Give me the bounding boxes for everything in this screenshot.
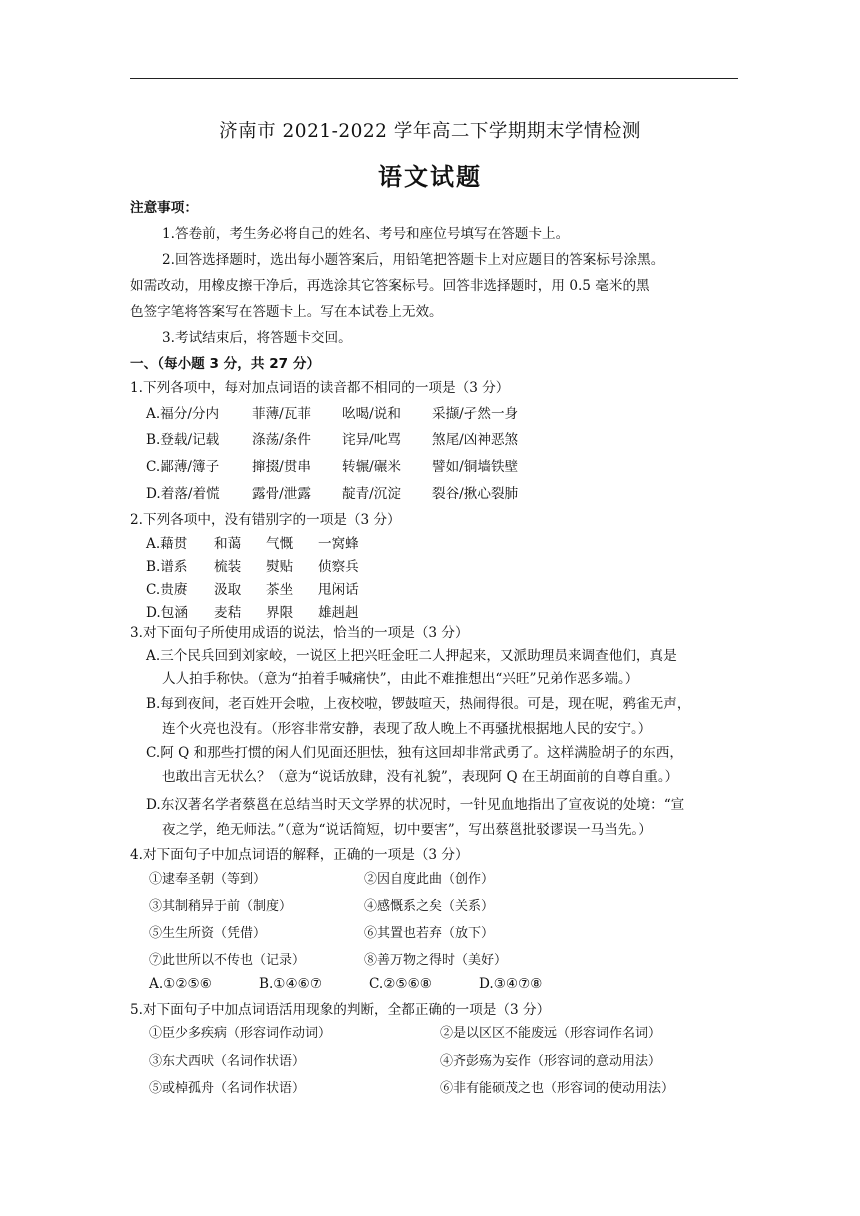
option-part: C.鄙薄/簿子 — [146, 459, 220, 475]
question-1-option-b[interactable] — [146, 428, 518, 448]
question-4-item-7: ⑦此世所以不传也（记录） — [149, 953, 306, 968]
question-4-item-6: ⑥其置也若弃（放下） — [364, 926, 495, 941]
question-3-option-d-line-2: 夜之学，绝无师法。”（意为“说话简短，切中要害”，写出蔡邕批驳谬误一马当先。） — [162, 822, 652, 838]
option-part: 涤荡/条件 — [252, 432, 311, 448]
note-2-line-2: 如需改动，用橡皮擦干净后，再选涂其它答案标号。回答非选择题时，用 0.5 毫米的黑 — [130, 278, 650, 294]
question-2-option-c[interactable] — [146, 578, 359, 598]
option-part: 菲薄/瓦菲 — [252, 406, 311, 422]
question-4-item-5: ⑤生生所资（凭借） — [149, 926, 267, 941]
option-part: 汲取 — [214, 582, 242, 598]
question-4-item-8: ⑧善万物之得时（美好） — [364, 953, 508, 968]
option-part: 露骨/泄露 — [252, 486, 311, 502]
option-part: 采撷/孑然一身 — [432, 406, 519, 422]
question-3-option-c-line-2: 也敢出言无状么？（意为“说话放肆，没有礼貌”，表现阿 Q 在王胡面前的自尊自重。） — [162, 769, 679, 785]
exam-title: 济南市 2021-2022 学年高二下学期期末学情检测 — [219, 121, 641, 142]
question-4-option-c[interactable]: C.②⑤⑥⑧ — [369, 976, 432, 992]
question-1-option-c[interactable] — [146, 455, 518, 475]
question-4-item-3: ③其制稍异于前（制度） — [149, 899, 293, 914]
option-part: 界限 — [266, 605, 294, 621]
option-part: 靛青/沉淀 — [342, 486, 401, 502]
question-5-item-6: ⑥非有能硕茂之也（形容词的使动用法） — [440, 1081, 675, 1096]
question-3-option-d-line-1[interactable]: D.东汉著名学者蔡邕在总结当时天文学界的状况时，一针见血地指出了宣夜说的处境：“宣 — [146, 797, 685, 813]
question-3-option-a-line-2: 人人拍手称快。（意为“拍着手喊痛快”，由此不难推想出“兴旺”兄弟作恶多端。） — [162, 671, 639, 687]
notes-heading: 注意事项： — [130, 200, 198, 216]
option-part: 侦察兵 — [318, 559, 359, 575]
option-part: 一窝蜂 — [318, 536, 359, 552]
question-5-stem: 5.对下面句子中加点词语活用现象的判断，全都正确的一项是（3 分） — [130, 1002, 551, 1018]
option-part: 譬如/铜墙铁壁 — [432, 459, 519, 475]
option-part: A.福分/分内 — [146, 406, 220, 422]
question-5-item-4: ④齐彭殇为妄作（形容词的意动用法） — [440, 1054, 662, 1069]
question-4-item-1: ①逮奉圣朝（等到） — [149, 872, 267, 887]
question-5-item-2: ②是以区区不能废远（形容词作名词） — [440, 1026, 662, 1041]
question-4-stem: 4.对下面句子中加点词语的解释，正确的一项是（3 分） — [130, 847, 469, 863]
option-part: A.藉贯 — [146, 536, 188, 552]
question-2-option-a[interactable] — [146, 532, 359, 552]
question-1-option-a[interactable] — [146, 402, 518, 422]
option-part: 梳装 — [214, 559, 242, 575]
note-1: 1.答卷前，考生务必将自己的姓名、考号和座位号填写在答题卡上。 — [162, 226, 570, 242]
question-3-stem: 3.对下面句子所使用成语的说法，恰当的一项是（3 分） — [130, 625, 469, 641]
option-part: 气慨 — [266, 536, 294, 552]
question-1-option-d[interactable] — [146, 482, 518, 502]
option-part: 吆喝/说和 — [342, 406, 401, 422]
option-part: C.贵赓 — [146, 582, 188, 598]
question-5-item-1: ①臣少多疾病（形容词作动词） — [149, 1026, 332, 1041]
question-3-option-a-line-1[interactable]: A.三个民兵回到刘家峧，一说区上把兴旺金旺二人押起来，又派助理员来调查他们，真是 — [146, 648, 677, 664]
option-part: 转辗/碾米 — [342, 459, 401, 475]
question-2-stem: 2.下列各项中，没有错别字的一项是（3 分） — [130, 512, 401, 528]
option-part: D.包涵 — [146, 605, 188, 621]
option-part: 甩闲话 — [318, 582, 359, 598]
option-part: B.登载/记载 — [146, 432, 220, 448]
question-3-option-c-line-1[interactable]: C.阿 Q 和那些打惯的闲人们见面还胆怯，独有这回却非常武勇了。这样满脸胡子的东西， — [146, 745, 683, 761]
question-4-item-2: ②因自度此曲（创作） — [364, 872, 495, 887]
option-part: 煞尾/凶神恶煞 — [432, 432, 519, 448]
question-5-item-5: ⑤或棹孤舟（名词作状语） — [149, 1081, 306, 1096]
question-2-option-d[interactable] — [146, 601, 359, 621]
question-4-options — [149, 976, 542, 992]
note-2-line-3: 色签字笔将答案写在答题卡上。写在本试卷上无效。 — [130, 304, 443, 320]
option-part: D.着落/着慌 — [146, 486, 220, 502]
option-part: 撺掇/贯串 — [252, 459, 311, 475]
option-part: 裂谷/揪心裂肺 — [432, 486, 519, 502]
option-part: B.谱系 — [146, 559, 188, 575]
option-part: 熨贴 — [266, 559, 294, 575]
question-1-stem: 1.下列各项中，每对加点词语的读音都不相同的一项是（3 分） — [130, 380, 510, 396]
question-4-option-b[interactable]: B.①④⑥⑦ — [259, 976, 323, 992]
question-4-item-4: ④感慨系之矣（关系） — [364, 899, 495, 914]
option-part: 诧异/叱骂 — [342, 432, 401, 448]
question-4-option-a[interactable]: A.①②⑤⑥ — [149, 976, 212, 992]
option-part: 雄赳赳 — [318, 605, 359, 621]
question-2-option-b[interactable] — [146, 555, 359, 575]
section-heading: 一、（每小题 3 分，共 27 分） — [130, 356, 321, 372]
option-part: 茶坐 — [266, 582, 294, 598]
question-3-option-b-line-2: 连个火亮也没有。（形容非常安静，表现了敌人晚上不再骚扰根据地人民的安宁。） — [162, 721, 652, 737]
question-3-option-b-line-1[interactable]: B.每到夜间，老百姓开会啦，上夜校啦，锣鼓喧天，热闹得很。可是，现在呢，鸦雀无声， — [146, 696, 691, 712]
note-2-line-1: 2.回答选择题时，选出每小题答案后，用铅笔把答题卡上对应题目的答案标号涂黑。 — [162, 252, 665, 268]
header-rule — [130, 78, 738, 79]
note-3: 3.考试结束后，将答题卡交回。 — [162, 330, 352, 346]
question-4-option-d[interactable]: D.③④⑦⑧ — [479, 976, 543, 992]
subject-title: 语文试题 — [378, 163, 482, 191]
option-part: 麦秸 — [214, 605, 242, 621]
question-5-item-3: ③东犬西吠（名词作状语） — [149, 1054, 306, 1069]
option-part: 和蔼 — [214, 536, 242, 552]
